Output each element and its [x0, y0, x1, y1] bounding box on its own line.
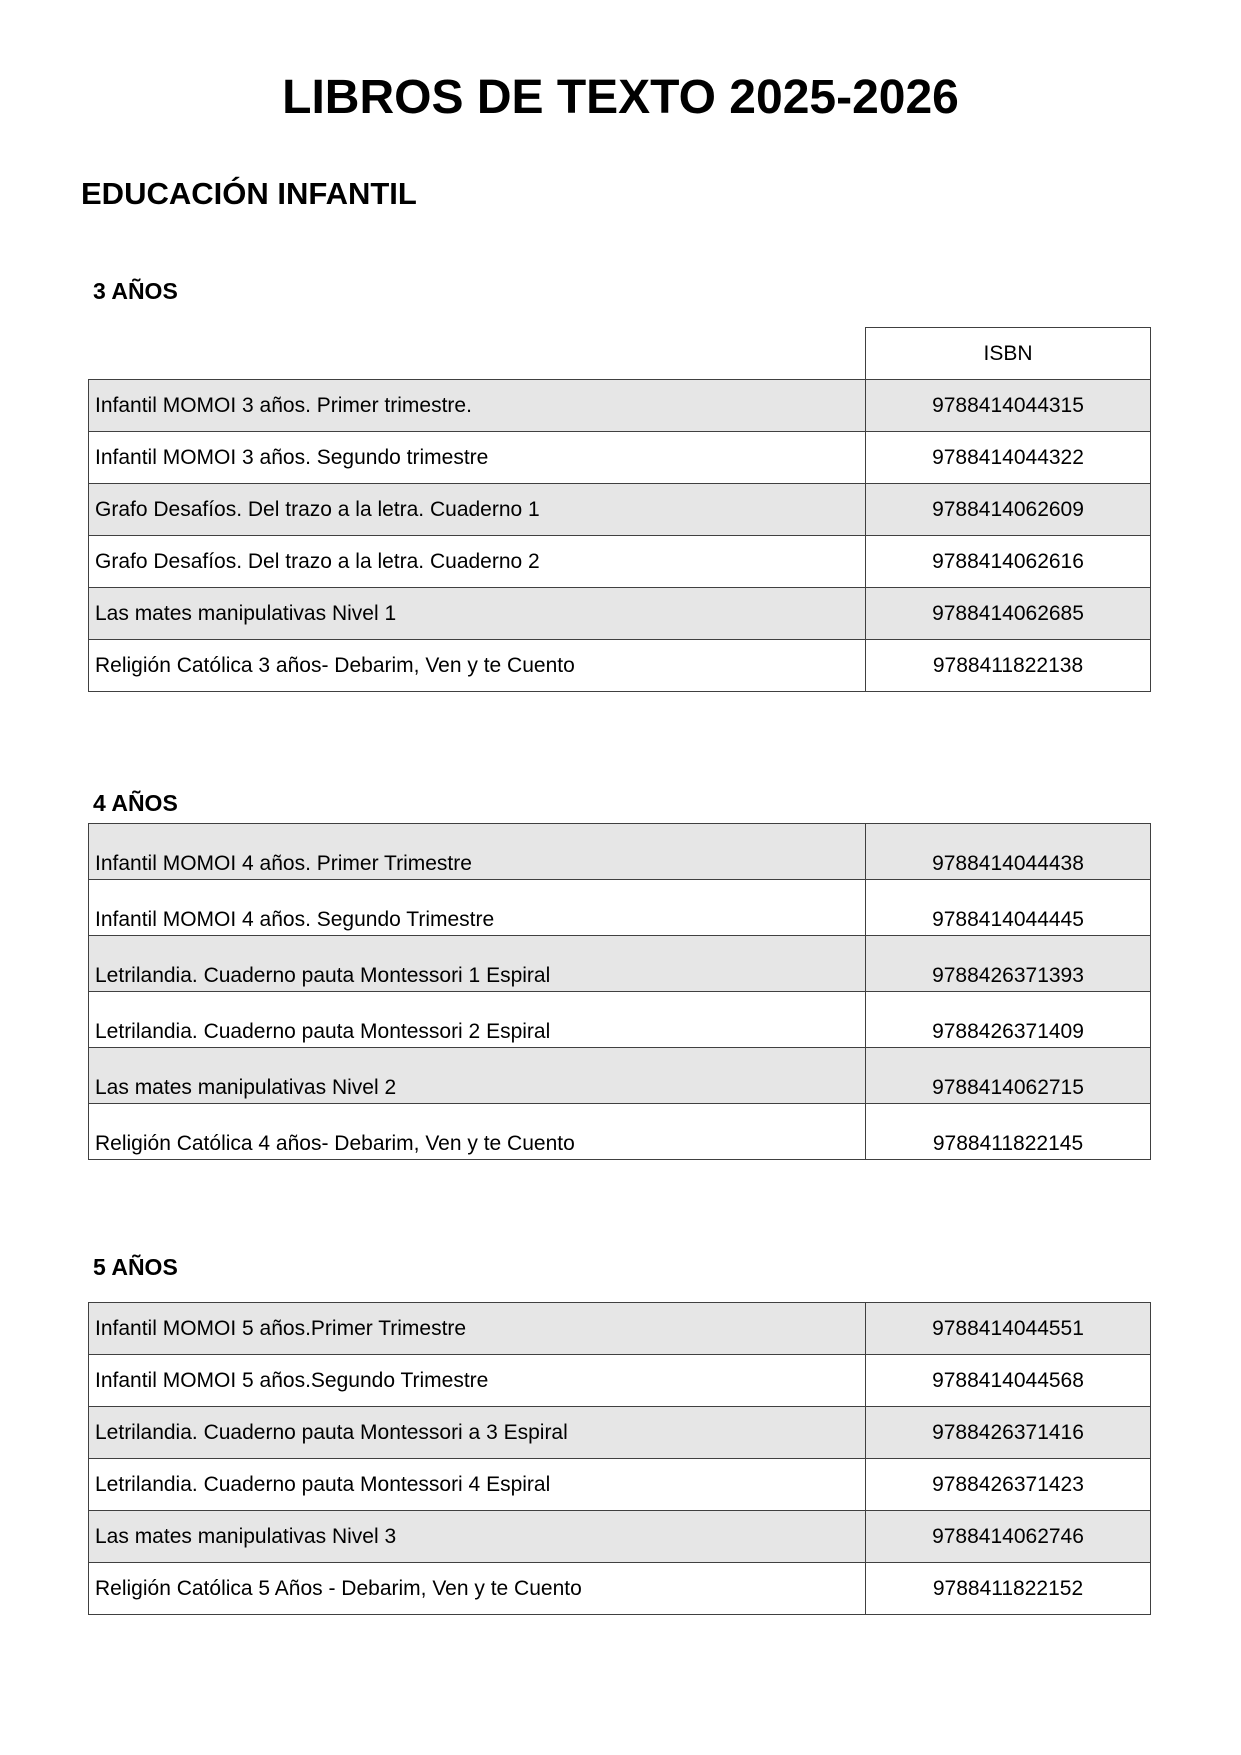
table-header-row	[89, 328, 1151, 380]
page-title: LIBROS DE TEXTO 2025-2026	[282, 71, 959, 124]
book-isbn: 9788414062609	[866, 484, 1151, 536]
book-isbn: 9788414062746	[866, 1511, 1151, 1563]
table-row	[89, 992, 1151, 1048]
book-title: Letrilandia. Cuaderno pauta Montessori a 3 Espiral	[89, 1407, 866, 1459]
book-title: Las mates manipulativas Nivel 1	[89, 588, 866, 640]
table-row	[89, 880, 1151, 936]
group-title-5-anos: 5 AÑOS	[93, 1254, 178, 1280]
book-title: Letrilandia. Cuaderno pauta Montessori 2 Espiral	[89, 992, 866, 1048]
table-row	[89, 1459, 1151, 1511]
book-table-3-anos	[88, 327, 1151, 692]
table-row	[89, 1048, 1151, 1104]
table-row	[89, 536, 1151, 588]
book-isbn: 9788426371416	[866, 1407, 1151, 1459]
table-row	[89, 1104, 1151, 1160]
book-isbn: 9788426371409	[866, 992, 1151, 1048]
book-isbn: 9788411822145	[866, 1104, 1151, 1160]
book-isbn: 9788414044551	[866, 1303, 1151, 1355]
book-title: Letrilandia. Cuaderno pauta Montessori 1 Espiral	[89, 936, 866, 992]
book-title: Infantil MOMOI 5 años.Primer Trimestre	[89, 1303, 866, 1355]
book-title: Infantil MOMOI 3 años. Primer trimestre.	[89, 380, 866, 432]
table-row	[89, 1355, 1151, 1407]
table-row	[89, 484, 1151, 536]
book-isbn: 9788414044322	[866, 432, 1151, 484]
book-table-5-anos	[88, 1302, 1151, 1615]
book-title: Grafo Desafíos. Del trazo a la letra. Cuaderno 1	[89, 484, 866, 536]
book-title: Religión Católica 3 años- Debarim, Ven y te Cuento	[89, 640, 866, 692]
book-isbn: 9788414062616	[866, 536, 1151, 588]
book-title: Infantil MOMOI 4 años. Primer Trimestre	[89, 824, 866, 880]
book-title: Letrilandia. Cuaderno pauta Montessori 4 Espiral	[89, 1459, 866, 1511]
book-title: Religión Católica 5 Años - Debarim, Ven y te Cuento	[89, 1563, 866, 1615]
book-title: Las mates manipulativas Nivel 3	[89, 1511, 866, 1563]
book-isbn: 9788414044568	[866, 1355, 1151, 1407]
section-title: EDUCACIÓN INFANTIL	[81, 176, 417, 211]
group-title-4-anos: 4 AÑOS	[93, 790, 178, 816]
table-row	[89, 824, 1151, 880]
header-blank-cell	[89, 328, 866, 380]
book-isbn: 9788426371393	[866, 936, 1151, 992]
book-isbn: 9788414044438	[866, 824, 1151, 880]
group-title-3-anos: 3 AÑOS	[93, 278, 178, 304]
isbn-header: ISBN	[866, 328, 1151, 380]
book-isbn: 9788411822152	[866, 1563, 1151, 1615]
table-row	[89, 640, 1151, 692]
book-title: Religión Católica 4 años- Debarim, Ven y te Cuento	[89, 1104, 866, 1160]
table-row	[89, 936, 1151, 992]
book-title: Infantil MOMOI 3 años. Segundo trimestre	[89, 432, 866, 484]
book-table-4-anos	[88, 823, 1151, 1160]
book-title: Grafo Desafíos. Del trazo a la letra. Cuaderno 2	[89, 536, 866, 588]
book-isbn: 9788411822138	[866, 640, 1151, 692]
book-title: Infantil MOMOI 5 años.Segundo Trimestre	[89, 1355, 866, 1407]
book-title: Infantil MOMOI 4 años. Segundo Trimestre	[89, 880, 866, 936]
book-isbn: 9788426371423	[866, 1459, 1151, 1511]
table-row	[89, 1407, 1151, 1459]
table-row	[89, 1303, 1151, 1355]
table-row	[89, 1563, 1151, 1615]
book-isbn: 9788414044315	[866, 380, 1151, 432]
book-isbn: 9788414044445	[866, 880, 1151, 936]
table-row	[89, 380, 1151, 432]
book-isbn: 9788414062685	[866, 588, 1151, 640]
table-row	[89, 432, 1151, 484]
book-title: Las mates manipulativas Nivel 2	[89, 1048, 866, 1104]
book-isbn: 9788414062715	[866, 1048, 1151, 1104]
table-row	[89, 588, 1151, 640]
table-row	[89, 1511, 1151, 1563]
